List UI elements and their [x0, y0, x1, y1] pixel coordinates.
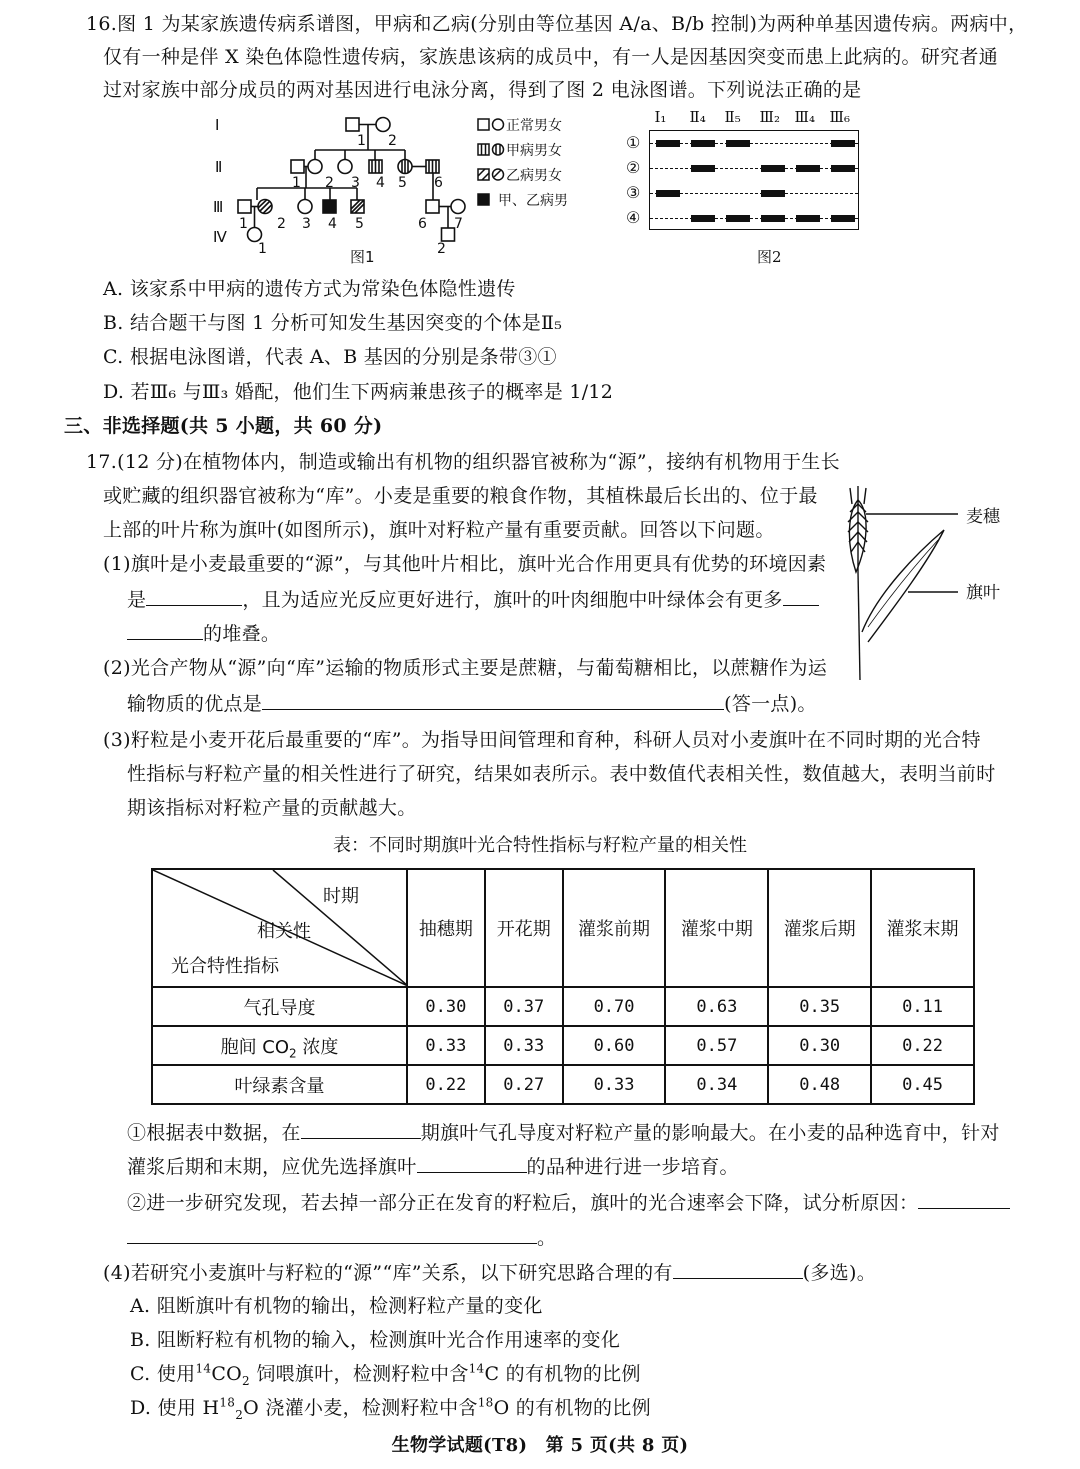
- gel-frame: [649, 130, 859, 230]
- table-cell: 0.30: [407, 987, 485, 1026]
- gel-band: [831, 215, 855, 222]
- svg-text:3: 3: [351, 175, 360, 191]
- answer-blank-6b[interactable]: [127, 1225, 537, 1244]
- pedigree-II2: [308, 160, 322, 174]
- gel-lane-line: [650, 168, 858, 169]
- gel-row-labels: [624, 130, 649, 230]
- table-cell: 0.34: [665, 1065, 768, 1104]
- q16-option-b: B. 结合题干与图 1 分析可知发生基因突变的个体是Ⅱ₅: [103, 312, 563, 334]
- svg-text:4: 4: [328, 216, 337, 232]
- answer-blank-1[interactable]: [146, 587, 242, 606]
- q17-sub2-line1: ②进一步研究发现，若去掉一部分正在发育的籽粒后，旗叶的光合速率会下降，试分析原因：: [127, 1190, 1010, 1215]
- gel-band: [726, 140, 750, 147]
- correlation-table: [151, 868, 975, 1105]
- pedigree-I1: [346, 118, 359, 131]
- gel-column-label: Ⅱ₄: [689, 108, 706, 126]
- table-cell: 0.70: [563, 987, 666, 1026]
- legend-disease-a: 甲病男女: [506, 143, 562, 159]
- gel-band: [831, 140, 855, 147]
- answer-blank-4[interactable]: [301, 1120, 421, 1139]
- page-footer: 生物学试题(T8) 第 5 页(共 8 页): [391, 1435, 689, 1456]
- column-header: 灌浆前期: [563, 869, 666, 987]
- table-title: 表：不同时期旗叶光合特性指标与籽粒产量的相关性: [333, 835, 747, 856]
- gel-lane-line: [650, 143, 858, 144]
- table-cell: 0.57: [665, 1026, 768, 1065]
- gel-band: [796, 165, 820, 172]
- gel-band: [761, 165, 785, 172]
- answer-blank-2[interactable]: [783, 587, 819, 606]
- gel-band: [656, 190, 680, 197]
- column-header: 灌浆末期: [871, 869, 974, 987]
- q17-part2-line2: 输物质的优点是 (答一点)。: [127, 693, 817, 715]
- table-cell: 0.27: [485, 1065, 563, 1104]
- table-cell: 0.33: [485, 1026, 563, 1065]
- label-flag-leaf: 旗叶: [966, 583, 1000, 603]
- pedigree-figure: [205, 110, 600, 270]
- svg-text:图1: 图1: [350, 248, 375, 266]
- table-cell: 0.30: [768, 1026, 871, 1065]
- svg-text:1: 1: [357, 133, 366, 149]
- svg-text:2: 2: [388, 133, 397, 149]
- gel-lane-line: [650, 193, 858, 194]
- column-header: 抽穗期: [407, 869, 485, 987]
- column-header: 灌浆中期: [665, 869, 768, 987]
- svg-text:6: 6: [434, 175, 443, 191]
- q16-option-a: A. 该家系中甲病的遗传方式为常染色体隐性遗传: [103, 278, 516, 300]
- q17-part1-line2: 是 ，且为适应光反应更好进行，旗叶的叶肉细胞中叶绿体会有更多: [127, 587, 819, 612]
- q17-part3-line2: 性指标与籽粒产量的相关性进行了研究，结果如表所示。表中数值代表相关性，数值越大，表明当前时: [127, 763, 996, 785]
- table-cell: 0.63: [665, 987, 768, 1026]
- q16-line2: 仅有一种是伴 X 染色体隐性遗传病，家族患该病的成员中，有一人是因基因突变而患上此病的。研究者通: [103, 46, 999, 68]
- q17-part3-line1: (3)籽粒是小麦开花后最重要的“库”。为指导田间管理和育种，科研人员对小麦旗叶在不同时期的光合特: [103, 729, 981, 751]
- svg-text:5: 5: [355, 216, 364, 232]
- gel-band: [726, 215, 750, 222]
- q17-line3: 上部的叶片称为旗叶(如图所示)，旗叶对籽粒产量有重要贡献。回答以下问题。: [103, 519, 775, 541]
- row-label: 胞间 $CO_2$ 浓度: [152, 1026, 407, 1065]
- pedigree-III6: [426, 200, 439, 213]
- gel-band: [761, 215, 785, 222]
- svg-text:Ⅳ: Ⅳ: [213, 228, 227, 246]
- table-cell: 0.22: [407, 1065, 485, 1104]
- pedigree-IV1: [248, 228, 262, 242]
- gel-band: [831, 165, 855, 172]
- table-cell: 0.11: [871, 987, 974, 1026]
- gel-column-label: Ⅲ₄: [794, 108, 815, 126]
- q17-line1: 17.(12 分)在植物体内，制造或输出有机物的组织器官被称为“源”，接纳有机物用于生长: [86, 451, 840, 473]
- gel-row-label: ④: [626, 207, 641, 227]
- pedigree-IV2: [442, 228, 455, 241]
- q17-sub1-line2: 灌浆后期和末期，应优先选择旗叶 的品种进行进一步培育。: [127, 1156, 739, 1178]
- q17-part4: (4)若研究小麦旗叶与籽粒的“源”“库”关系，以下研究思路合理的有 (多选)。: [103, 1262, 876, 1284]
- svg-text:6: 6: [418, 216, 427, 232]
- pedigree-III4: [323, 200, 336, 213]
- q16-line3: 过对家族中部分成员的两对基因进行电泳分离，得到了图 2 电泳图谱。下列说法正确的是: [103, 79, 862, 101]
- q17-option-d: D. 使用 $H^{18}_2O$ 浇灌小麦，检测籽粒中含$^{18}$O 的有机物的比例: [130, 1395, 651, 1422]
- q16-option-d: D. 若Ⅲ₆ 与Ⅲ₃ 婚配，他们生下两病兼患孩子的概率是 1/12: [103, 381, 614, 403]
- table-cell: 0.48: [768, 1065, 871, 1104]
- pedigree-II1: [291, 160, 304, 173]
- q16-option-c: C. 根据电泳图谱，代表 A、B 基因的分别是条带③①: [103, 346, 557, 368]
- q17-sub1-line1: ①根据表中数据，在 期旗叶气孔导度对籽粒产量的影响最大。在小麦的品种选育中，针对: [127, 1122, 1000, 1144]
- corner-correlation: 相关性: [257, 921, 311, 942]
- svg-text:Ⅲ: Ⅲ: [213, 198, 224, 216]
- svg-text:Ⅱ: Ⅱ: [215, 158, 223, 176]
- wheat-plant-figure: [838, 482, 1008, 682]
- svg-text:2: 2: [325, 175, 334, 191]
- svg-text:2: 2: [437, 241, 446, 257]
- gel-column-label: Ⅲ₆: [829, 108, 850, 126]
- label-ear: 麦穗: [966, 507, 1000, 527]
- q17-part1-line1: (1)旗叶是小麦最重要的“源”，与其他叶片相比，旗叶光合作用更具有优势的环境因素: [103, 553, 827, 575]
- legend-normal: 正常男女: [506, 118, 562, 134]
- table-cell: 0.22: [871, 1026, 974, 1065]
- gel-column-label: Ⅱ₅: [724, 108, 741, 126]
- q17-part2-line1: (2)光合产物从“源”向“库”运输的物质形式主要是蔗糖，与葡萄糖相比，以蔗糖作为运: [103, 657, 828, 679]
- svg-text:3: 3: [302, 216, 311, 232]
- pedigree-II3: [338, 160, 352, 174]
- legend-disease-b: 乙病男女: [506, 168, 562, 184]
- row-label: 气孔导度: [152, 987, 407, 1026]
- q17-option-c: C. 使用$^{14}CO_2$ 饲喂旗叶，检测籽粒中含$^{14}$C 的有机物的比例: [130, 1361, 641, 1388]
- section-title: 三、非选择题(共 5 小题，共 60 分): [64, 415, 383, 437]
- answer-blank-7[interactable]: [673, 1260, 803, 1279]
- table-corner-cell: [152, 869, 407, 987]
- gel-column-label: Ⅲ₂: [759, 108, 780, 126]
- gel-column-label: Ⅰ₁: [654, 108, 667, 126]
- electrophoresis-figure: [624, 108, 859, 230]
- q17-sub2-line2: 。: [127, 1225, 556, 1250]
- gel-band: [691, 140, 715, 147]
- q17-option-b: B. 阻断籽粒有机物的输入，检测旗叶光合作用速率的变化: [130, 1329, 621, 1351]
- table-row: [152, 1065, 974, 1104]
- corner-indicator: 光合特性指标: [171, 956, 279, 977]
- table-cell: 0.33: [407, 1026, 485, 1065]
- svg-text:1: 1: [239, 216, 248, 232]
- gel-row-label: ②: [626, 157, 641, 177]
- answer-blank-2b[interactable]: [127, 621, 203, 640]
- svg-text:4: 4: [376, 175, 385, 191]
- gel-band: [796, 215, 820, 222]
- answer-blank-5[interactable]: [417, 1154, 527, 1173]
- column-header: 开花期: [485, 869, 563, 987]
- table-cell: 0.35: [768, 987, 871, 1026]
- table-cell: 0.60: [563, 1026, 666, 1065]
- gel-band: [691, 165, 715, 172]
- fig2-caption: 图2: [757, 248, 782, 266]
- table-cell: 0.45: [871, 1065, 974, 1104]
- svg-text:5: 5: [398, 175, 407, 191]
- q17-line2: 或贮藏的组织器官被称为“库”。小麦是重要的粮食作物，其植株最后长出的、位于最: [103, 485, 818, 507]
- table-cell: 0.37: [485, 987, 563, 1026]
- pedigree-III3: [298, 200, 312, 214]
- svg-text:1: 1: [292, 175, 301, 191]
- legend-both: 甲、乙病男: [498, 193, 568, 209]
- q16-line1: 16.图 1 为某家族遗传病系谱图，甲病和乙病(分别由等位基因 A/a、B/b 控制)为两种单基因遗传病。两病中，: [86, 13, 1028, 35]
- pedigree-labels: [213, 116, 463, 266]
- gel-band: [656, 140, 680, 147]
- gel-lane-line: [650, 218, 858, 219]
- gel-band: [761, 190, 785, 197]
- table-row: [152, 1026, 974, 1065]
- gel-row-label: ①: [626, 132, 641, 152]
- q17-option-a: A. 阻断旗叶有机物的输出，检测籽粒产量的变化: [130, 1295, 543, 1317]
- answer-blank-6[interactable]: [918, 1190, 1010, 1209]
- q17-part1-line3: 的堆叠。: [127, 621, 280, 646]
- svg-text:1: 1: [258, 241, 267, 257]
- q17-part3-line3: 期该指标对籽粒产量的贡献越大。: [127, 797, 417, 819]
- svg-text:2: 2: [277, 216, 286, 232]
- table-row: [152, 987, 974, 1026]
- corner-period: 时期: [323, 886, 359, 907]
- pedigree-I2: [376, 118, 390, 132]
- gel-band: [691, 215, 715, 222]
- pedigree-III1: [238, 200, 251, 213]
- pedigree-III7: [451, 200, 465, 214]
- column-header: 灌浆后期: [768, 869, 871, 987]
- svg-text:7: 7: [454, 216, 463, 232]
- row-label: 叶绿素含量: [152, 1065, 407, 1104]
- table-cell: 0.33: [563, 1065, 666, 1104]
- answer-blank-3[interactable]: [262, 691, 724, 710]
- svg-text:Ⅰ: Ⅰ: [215, 116, 220, 134]
- gel-row-label: ③: [626, 182, 641, 202]
- gel-column-labels: [649, 108, 859, 130]
